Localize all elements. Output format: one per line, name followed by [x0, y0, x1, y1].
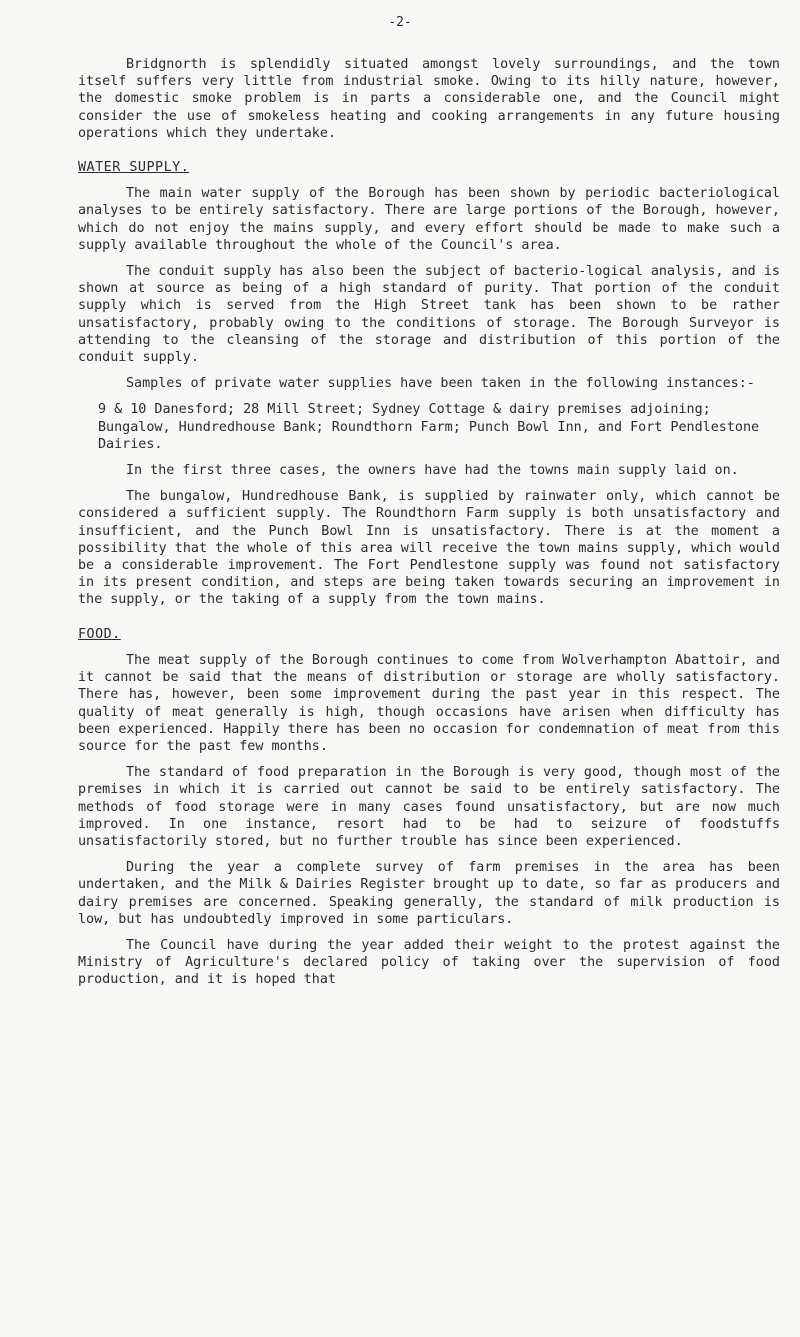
- food-paragraph-3: During the year a complete survey of farm premises in the area has been undertaken, and the Milk & Dairies Register brought up to date, so far as producers and dairy premises are concerned. Speaking generally, the standard of milk production is low, but has undoubtedly improved in some particulars.: [78, 860, 780, 927]
- water-paragraph-4: In the first three cases, the owners have had the towns main supply laid on.: [126, 463, 739, 479]
- private-supply-list: [78, 401, 780, 453]
- water-supply-heading: WATER SUPPLY.: [78, 160, 190, 176]
- food-heading: FOOD.: [78, 626, 121, 642]
- water-paragraph-2: The conduit supply has also been the subject of bacterio-logical analysis, and is shown at source as being of a high standard of purity. That portion of the conduit supply which is served from the High Street tank has been shown to be rather unsatisfactory, probably owing to the conditions of storage. The Borough Surveyor is attending to the cleansing of the storage and distribution of this portion of the conduit supply.: [78, 264, 780, 366]
- page-body: [78, 56, 780, 989]
- water-paragraph-5: The bungalow, Hundredhouse Bank, is supplied by rainwater only, which cannot be considered a sufficient supply. The Roundthorn Farm supply is both unsatisfactory and insufficient, and the Punch Bowl Inn is unsatisfactory. There is at the moment a possibility that the whole of this area will receive the town mains supply, which would be a considerable improvement. The Fort Pendlestone supply was found not satisfactory in its present condition, and steps are being taken towards securing an improvement in the supply, or the taking of a supply from the town mains.: [78, 489, 780, 608]
- page-number: -2-: [388, 15, 412, 30]
- food-paragraph-1: The meat supply of the Borough continues to come from Wolverhampton Abattoir, and it cannot be said that the means of distribution or storage are wholly satisfactory. There has, however, been some improvement during the past year in this respect. The quality of meat generally is high, though occasions have arisen when difficulty has been experienced. Happily there has been no occasion for condemnation of meat from this source for the past few months.: [78, 652, 780, 754]
- water-paragraph-3: Samples of private water supplies have been taken in the following instances:-: [126, 376, 755, 392]
- list-item: 9 & 10 Danesford; 28 Mill Street; Sydney Cottage & dairy premises adjoining; Bungalow, Hundredhouse Bank; Roundthorn Farm; Punch Bowl Inn, and Fort Pendlestone Dairies.: [98, 402, 760, 452]
- food-paragraph-4: The Council have during the year added their weight to the protest against the Ministry of Agriculture's declared policy of taking over the supervision of food production, and it is hoped that: [78, 937, 780, 988]
- intro-paragraph: Bridgnorth is splendidly situated amongst lovely surroundings, and the town itself suffers very little from industrial smoke. Owing to its hilly nature, however, the domestic smoke problem is in parts a considerable one, and the Council might consider the use of smokeless heating and cooking arrangements in any future housing operations which they undertake.: [78, 57, 780, 141]
- water-paragraph-1: The main water supply of the Borough has been shown by periodic bacteriological analyses to be entirely satisfactory. There are large portions of the Borough, however, which do not enjoy the mains supply, and every effort should be made to make such a supply available throughout the whole of the Council's area.: [78, 186, 780, 253]
- food-paragraph-2: The standard of food preparation in the Borough is very good, though most of the premises in which it is carried out cannot be said to be entirely satisfactory. The methods of food storage were in many cases found unsatisfactory, but are now much improved. In one instance, resort had to be had to seizure of foodstuffs unsatisfactorily stored, but no further trouble has since been experienced.: [78, 765, 780, 849]
